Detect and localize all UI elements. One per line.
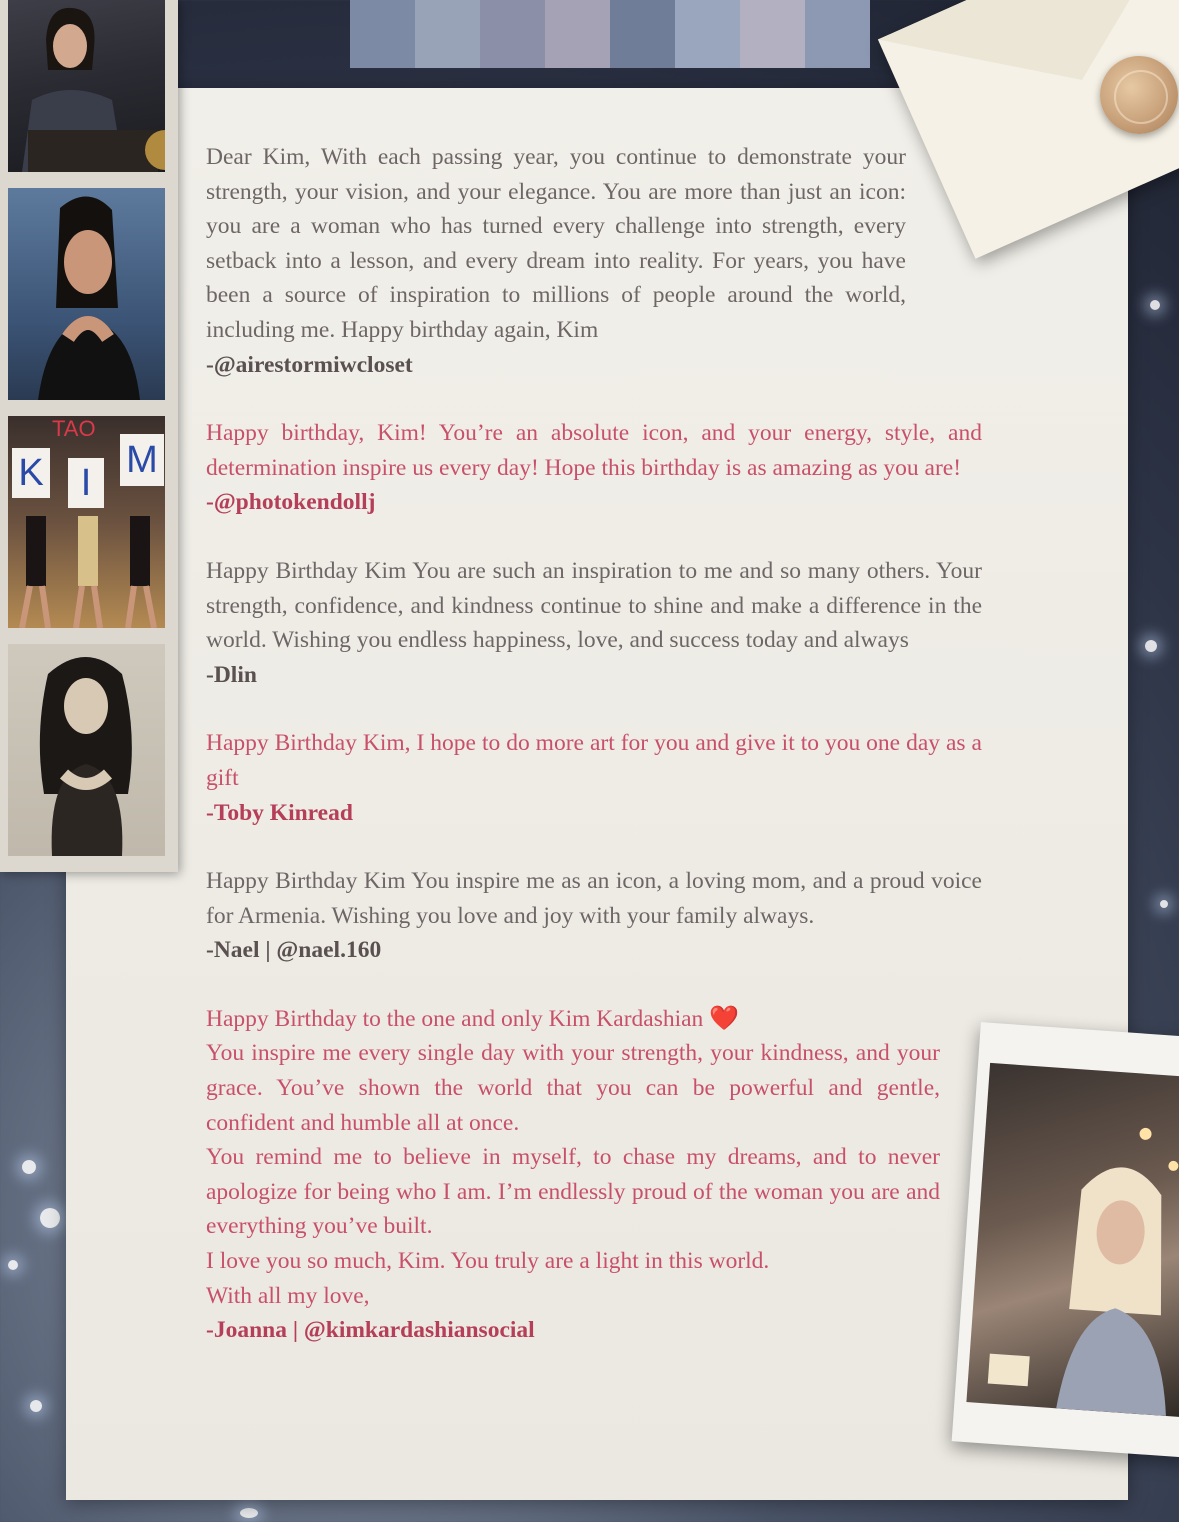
message-text: You inspire me every single day with your strength, your kindness, and your grace. You’ve shown the world that you can be powerful and gentle, confident and humble all at once. bbox=[206, 1040, 940, 1136]
photo-podium bbox=[8, 0, 165, 172]
message-6 bbox=[206, 1002, 940, 1348]
bokeh-light bbox=[1160, 900, 1168, 908]
message-text: Happy Birthday Kim You are such an inspiration to me and so many others. Your strength, confidence, and kindness continue to shine and make a difference in the world. Wishing you endless happiness, love, and success today and always bbox=[206, 557, 982, 654]
heart-icon: ❤️ bbox=[709, 1005, 740, 1032]
portrait-figure bbox=[8, 188, 165, 400]
bokeh-light bbox=[240, 1508, 258, 1518]
message-text: I love you so much, Kim. You truly are a light in this world. bbox=[206, 1248, 770, 1275]
bokeh-light bbox=[1150, 300, 1160, 310]
message-5 bbox=[206, 864, 982, 968]
photo-portrait bbox=[8, 188, 165, 400]
bokeh-light bbox=[8, 1260, 18, 1270]
bokeh-light bbox=[40, 1208, 60, 1228]
banner-text: TAO bbox=[52, 416, 96, 441]
dancers-figure bbox=[8, 416, 165, 628]
bokeh-light bbox=[22, 1160, 36, 1174]
blurred-header bbox=[350, 0, 870, 68]
portrait-figure bbox=[966, 1063, 1179, 1418]
message-3 bbox=[206, 554, 982, 692]
bokeh-light bbox=[1145, 640, 1157, 652]
letter-m-sign: M bbox=[120, 434, 164, 486]
wax-seal bbox=[1100, 56, 1178, 134]
message-4 bbox=[206, 726, 982, 830]
message-1 bbox=[206, 140, 906, 382]
portrait-figure bbox=[8, 0, 165, 172]
photo-strip bbox=[0, 0, 178, 872]
message-signature: -Dlin bbox=[206, 661, 257, 688]
message-signature: -@airestormiwcloset bbox=[206, 351, 413, 378]
photo-kim-banner bbox=[8, 416, 165, 628]
polaroid-image bbox=[966, 1063, 1179, 1418]
message-signature: -@photokendollj bbox=[206, 489, 376, 516]
polaroid-photo bbox=[952, 1022, 1179, 1458]
message-text: Happy Birthday Kim, I hope to do more art for you and give it to you one day as a gift bbox=[206, 730, 982, 791]
message-text: With all my love, bbox=[206, 1282, 370, 1309]
message-text: Dear Kim, With each passing year, you continue to demonstrate your strength, your vision, and your elegance. You are more than just an icon: you are a woman who has turned every challenge into strength, every setback into a lesson, and every dream into reality. For years, you have been a source of inspiration to millions of people around the world, including me. Happy birthday again, Kim bbox=[206, 144, 906, 343]
message-text: You remind me to believe in myself, to chase my dreams, and to never apologize for being who I am. I’m endlessly proud of the woman you are and everything you’ve built. bbox=[206, 1144, 940, 1240]
message-text: Happy birthday, Kim! You’re an absolute icon, and your energy, style, and determination inspire us every day! Hope this birthday is as amazing as you are! bbox=[206, 420, 982, 481]
message-text: Happy Birthday Kim You inspire me as an icon, a loving mom, and a proud voice for Armenia. Wishing you love and joy with your family always. bbox=[206, 868, 982, 929]
message-line bbox=[206, 1002, 940, 1037]
message-text: Happy Birthday to the one and only Kim Kardashian bbox=[206, 1005, 704, 1032]
photo-drawing bbox=[8, 644, 165, 856]
message-signature: -Toby Kinread bbox=[206, 799, 353, 826]
letter-k-sign: K bbox=[12, 448, 50, 498]
letter-i-sign: I bbox=[68, 458, 104, 508]
bokeh-light bbox=[30, 1400, 42, 1412]
portrait-figure bbox=[8, 644, 165, 856]
message-signature: -Joanna | @kimkardashiansocial bbox=[206, 1317, 535, 1344]
letter-body bbox=[206, 140, 982, 1382]
message-signature: -Nael | @nael.160 bbox=[206, 937, 382, 964]
message-2 bbox=[206, 416, 982, 520]
